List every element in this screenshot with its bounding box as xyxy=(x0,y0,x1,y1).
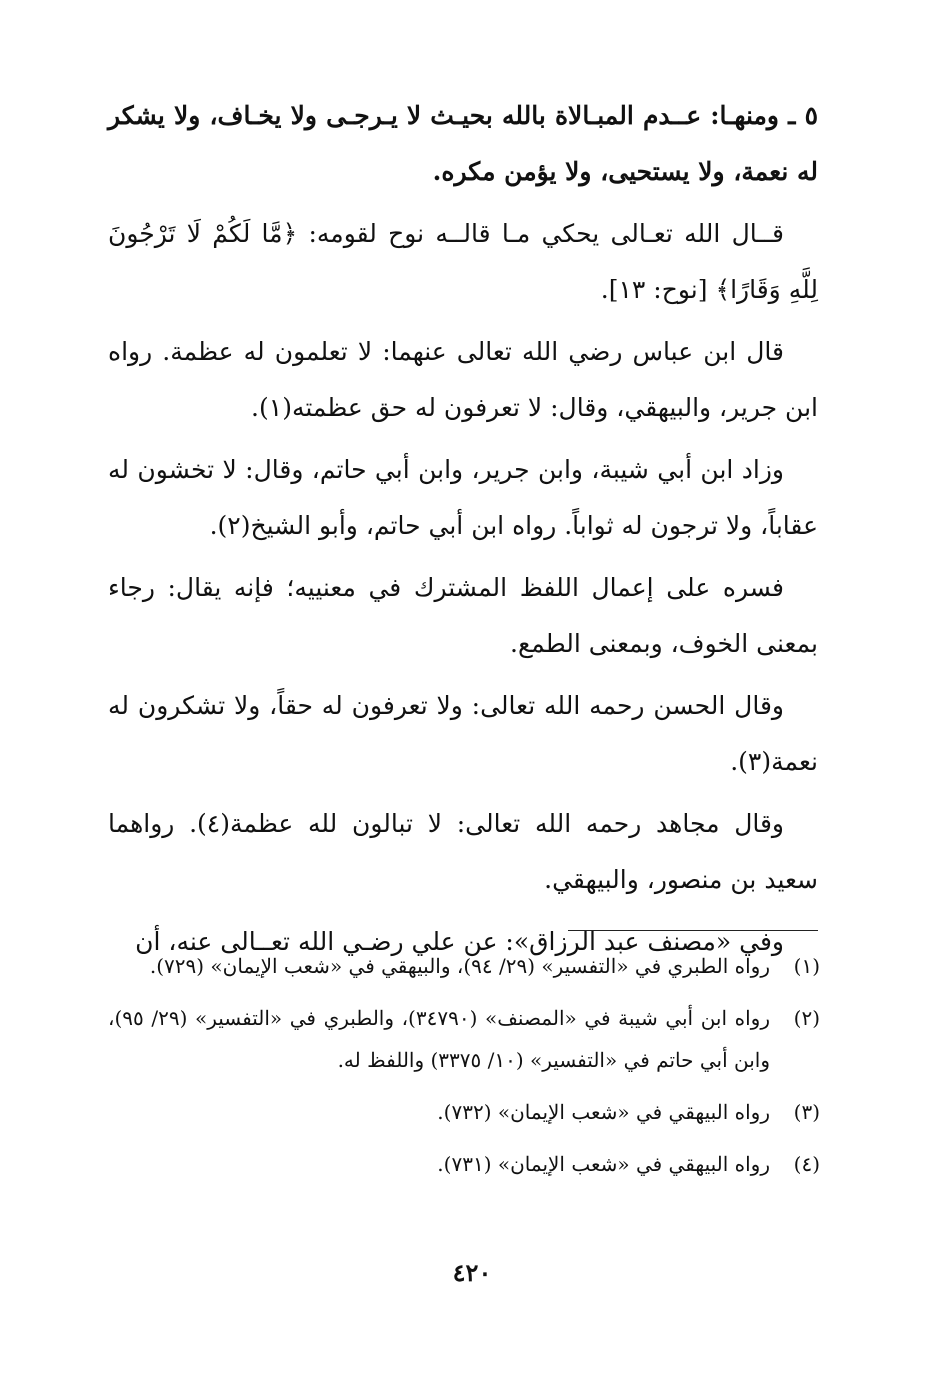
page-number: ٤٢٠ xyxy=(452,1258,492,1287)
paragraph-3: قال ابن عباس رضي الله تعالى عنهما: لا تعلمون له عظمة. رواه ابن جرير، والبيهقي، وقال: لا تعرفون له حق عظمته(١). xyxy=(108,337,818,422)
footnote-number: (٤) xyxy=(793,1152,820,1176)
paragraph-6: وقال الحسن رحمه الله تعالى: ولا تعرفون له حقاً، ولا تشكرون له نعمة(٣). xyxy=(108,691,818,776)
footnote-text: رواه ابن أبي شيبة في «المصنف» (٣٤٧٩٠)، والطبري في «التفسير» (٢٩/ ٩٥)، وابن أبي حاتم في «التفسير» (١٠/ ٣٣٧٥) واللفظ له. xyxy=(108,1006,770,1072)
footnotes xyxy=(108,945,820,1195)
footnote-number: (٣) xyxy=(793,1100,820,1124)
footnote-number: (٢) xyxy=(793,1006,820,1030)
paragraph-7: وقال مجاهد رحمه الله تعالى: لا تبالون لله عظمة(٤). رواهما سعيد بن منصور، والبيهقي. xyxy=(108,809,818,894)
main-text xyxy=(108,88,818,976)
footnote-divider xyxy=(568,930,818,931)
paragraph-4: وزاد ابن أبي شيبة، وابن جرير، وابن أبي حاتم، وقال: لا تخشون له عقاباً، ولا ترجون له ثواباً. رواه ابن أبي حاتم، وأبو الشيخ(٢). xyxy=(108,455,818,540)
paragraph-5: فسره على إعمال اللفظ المشترك في معنييه؛ فإنه يقال: رجاء بمعنى الخوف، وبمعنى الطمع. xyxy=(108,573,818,658)
paragraph-8: وفي «مصنف عبد الرزاق»: عن علي رضـي الله تعــالى عنه، أن xyxy=(135,927,784,956)
footnote-text: رواه البيهقي في «شعب الإيمان» (٧٣١). xyxy=(437,1152,770,1176)
footnote-2 xyxy=(108,997,820,1081)
paragraph-1: ٥ ـ ومنهـا: عــدم المبـالاة بالله بحيـث لا يـرجـى ولا يخـاف، ولا يشكر له نعمة، ولا يستحيى، ولا يؤمن مكره. xyxy=(108,101,818,186)
footnote-3 xyxy=(108,1091,820,1133)
footnote-4 xyxy=(108,1143,820,1185)
footnote-1 xyxy=(108,945,820,987)
footnote-text: رواه البيهقي في «شعب الإيمان» (٧٣٢). xyxy=(437,1100,770,1124)
footnote-text: رواه الطبري في «التفسير» (٢٩/ ٩٤)، والبيهقي في «شعب الإيمان» (٧٢٩). xyxy=(149,954,770,978)
paragraph-2: قــال الله تعـالى يحكي مـا قالــه نوح لقومه: ﴿مَّا لَكُمْ لَا تَرْجُونَ لِلَّهِ وَقَارًا﴾ [نوح: ١٣]. xyxy=(108,219,818,304)
footnote-number: (١) xyxy=(793,954,820,978)
